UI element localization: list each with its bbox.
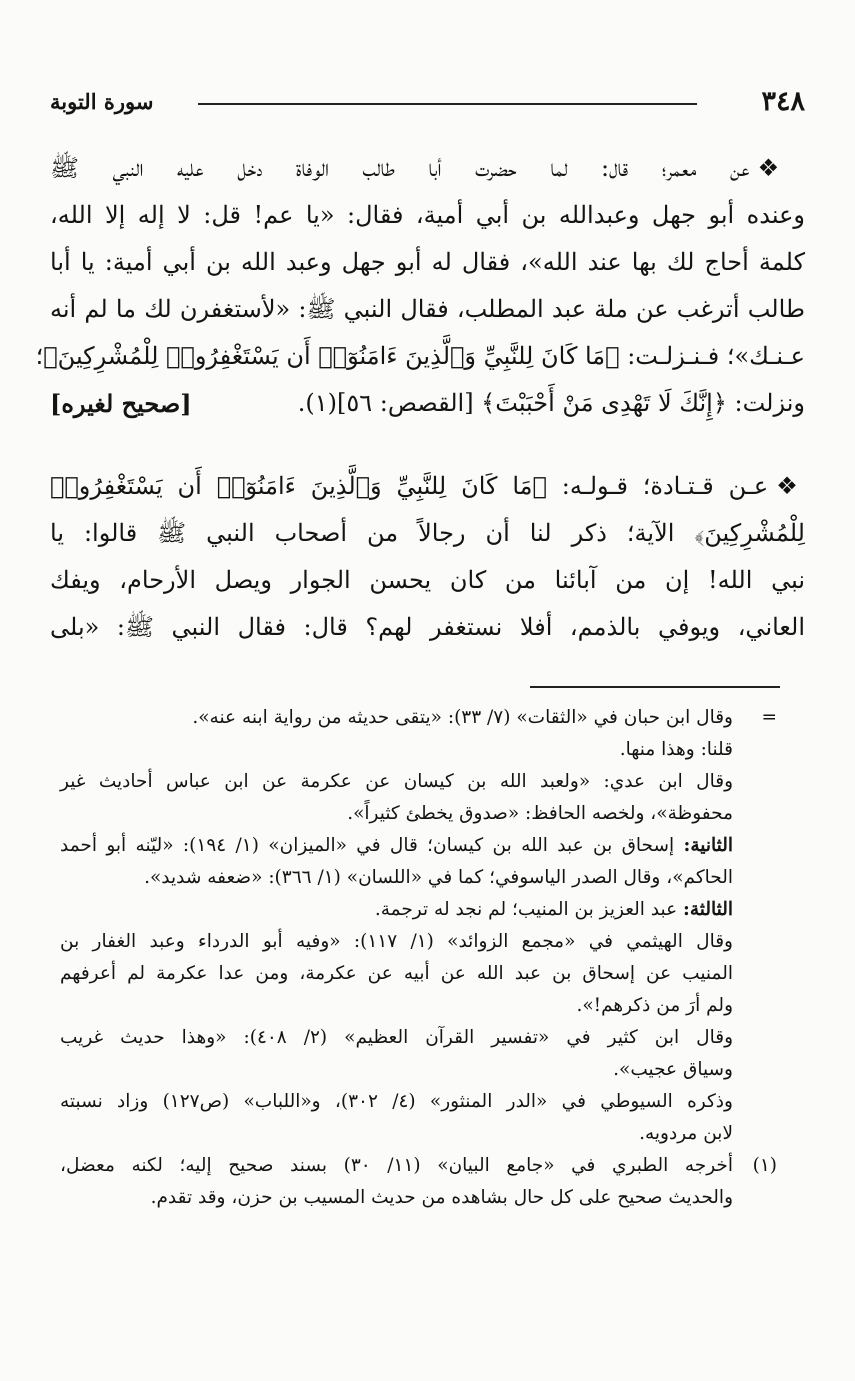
- footnote-line: محفوظة»، ولخصه الحافظ: «صدوق يخطئ كثيراً».: [347, 803, 733, 824]
- line-text: ونزلت: ﴿إِنَّكَ لَا تَهْدِى مَنْ أَحْبَبْتَ﴾ [القصص: ٥٦](١).: [297, 389, 805, 417]
- text-line: [50, 380, 805, 427]
- page-number: ٣٤٨: [761, 86, 805, 117]
- text-line: وعنده أبو جهل وعبدالله بن أبي أمية، فقال: «يا عم! قل: لا إله إلا الله،: [50, 201, 805, 229]
- hadith-block-2: [50, 463, 805, 651]
- line-text: عـن قـتـادة؛ قـولـه: ﴿مَا كَانَ لِلنَّبِيِّ وَٱلَّذِينَ ءَامَنُوٓا۟ أَن يَسْتَغْفِرُوا۟: [50, 472, 769, 500]
- footnote-1-mark: (١): [752, 1155, 777, 1176]
- surah-title: سورة التوبة: [50, 89, 154, 114]
- footnote-line: وقال ابن عدي: «ولعبد الله بن كيسان عن عكرمة عن ابن عباس أحاديث غير: [60, 771, 733, 792]
- hadith-block-1: [35, 145, 805, 427]
- footnote-line: [60, 894, 733, 926]
- footnote-line: [60, 1150, 777, 1182]
- text-line: لِلْمُشْرِكِينَ﴾ الآية؛ ذكر لنا أن رجالاً من أصحاب النبي ﷺ قالوا: يا: [50, 519, 805, 547]
- footnote-line: لابن مردويه.: [639, 1123, 733, 1144]
- line-text: عبد العزيز بن المنيب؛ لم نجد له ترجمة.: [374, 899, 678, 920]
- footnote-line: قلنا: وهذا منها.: [619, 739, 733, 760]
- footnote-line: المنيب عن إسحاق بن عبد الله عن أبيه عن عكرمة، ومن عدا عكرمة لم أعرفهم: [60, 963, 733, 984]
- text-line: العاني، ويوفي بالذمم، أفلا نستغفر لهم؟ قال: فقال النبي ﷺ: «بلى: [50, 613, 805, 641]
- footnote-line: والحديث صحيح على كل حال بشاهده من حديث المسيب بن حزن، وقد تقدم.: [150, 1187, 733, 1208]
- footnotes: [60, 702, 777, 1214]
- footnote-line: وذكره السيوطي في «الدر المنثور» (٤/ ٣٠٢)، و«اللباب» (ص١٢٧) وزاد نسبته: [60, 1091, 733, 1112]
- line-text: عن معمر؛ قال: لما حضرت أبا طالب الوفاة دخل عليه النبي ﷺ: [50, 154, 750, 182]
- line-text: وقال ابن حبان في «الثقات» (٧/ ٣٣): «يتقى حديثه من رواية ابنه عنه».: [192, 707, 733, 728]
- footnote-line: ولم أرَ من ذكرهم!».: [576, 995, 733, 1016]
- grading-label: [صحيح لغيره]: [50, 389, 192, 418]
- ornament-icon: ❖: [776, 472, 806, 500]
- ornament-icon: ❖: [757, 154, 805, 182]
- section-label-third: الثالثة:: [683, 899, 733, 920]
- line-text: إسحاق بن عبد الله بن كيسان؛ قال في «الميزان» (١/ ١٩٤): «ليّنه أبو أحمد: [60, 835, 675, 856]
- footnote-line: [60, 830, 733, 862]
- header-rule: [198, 103, 697, 105]
- line-text: أخرجه الطبري في «جامع البيان» (١١/ ٣٠) بسند صحيح إليه؛ لكنه معضل،: [60, 1155, 733, 1176]
- text-line: طالب أترغب عن ملة عبد المطلب، فقال النبي ﷺ: «لأستغفرن لك ما لم أنه: [50, 295, 805, 323]
- footnote-separator: [530, 686, 780, 688]
- text-line: [50, 145, 805, 192]
- footnote-line: وسياق عجيب».: [613, 1059, 733, 1080]
- footnote-line: [60, 702, 777, 734]
- footnote-line: الحاكم»، وقال الصدر الياسوفي؛ كما في «اللسان» (١/ ٣٦٦): «ضعفه شديد».: [144, 867, 733, 888]
- running-header: [50, 84, 805, 120]
- footnote-line: وقال الهيثمي في «مجمع الزوائد» (١/ ١١٧): «وفيه أبو الدرداء وعبد الغفار بن: [60, 931, 733, 952]
- footnote-line: وقال ابن كثير في «تفسير القرآن العظيم» (٢/ ٤٠٨): «وهذا حديث غريب: [60, 1027, 733, 1048]
- continuation-mark: =: [761, 707, 777, 728]
- section-label-second: الثانية:: [683, 835, 733, 856]
- text-line: كلمة أحاج لك بها عند الله»، فقال له أبو جهل وعبد الله بن أبي أمية: يا أبا: [50, 248, 805, 276]
- text-line: عـنـك»؛ فـنـزلـت: ﴿مَا كَانَ لِلنَّبِيِّ وَٱلَّذِينَ ءَامَنُوٓا۟ أَن يَسْتَغْفِرُوا۟ لِلْمُشْرِكِينَ﴾؛: [35, 342, 805, 370]
- text-line: نبي الله! إن من آبائنا من كان يحسن الجوار ويصل الأرحام، ويفك: [50, 566, 805, 594]
- text-line: [50, 463, 805, 510]
